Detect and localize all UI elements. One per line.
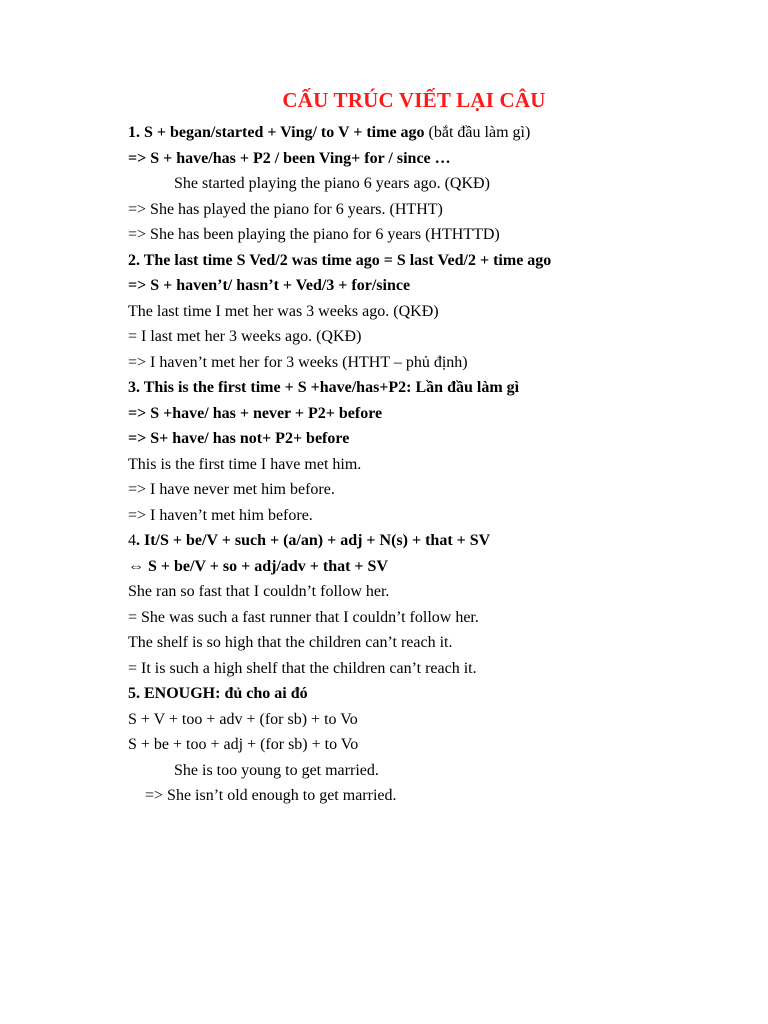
rule-1-example: She started playing the piano 6 years ago. (QKĐ) (174, 175, 490, 192)
rule-4-number: 4 (128, 532, 136, 549)
rule-1-transform: => S + have/has + P2 / been Ving+ for / since … (128, 149, 451, 167)
rule-5-example-answer: => She isn’t old enough to get married. (145, 787, 397, 804)
rule-2-example: The last time I met her was 3 weeks ago. (QKĐ) (128, 302, 439, 320)
rule-3-example: This is the first time I have met him. (128, 455, 362, 473)
rule-1-heading (128, 120, 688, 146)
rule-1-example-answer-2: => She has been playing the piano for 6 years (HTHTTD) (128, 226, 500, 243)
rule-2-transform: => S + haven’t/ hasn’t + Ved/3 + for/since (128, 277, 411, 294)
rule-3-transform-1: => S +have/ has + never + P2+ before (128, 404, 383, 422)
rule-3-transform-2: => S+ have/ has not+ P2+ before (128, 430, 350, 447)
rule-4-transform: ⇔ S + be/V + so + adj/adv + that + SV (128, 557, 388, 575)
rule-4-example-1: She ran so fast that I couldn’t follow her. (128, 583, 390, 600)
rule-4-example-2: The shelf is so high that the children can’t reach it. (128, 634, 453, 651)
page-title: CẤU TRÚC VIẾT LẠI CÂU (282, 88, 546, 112)
rule-1-meaning: (bắt đầu làm gì) (424, 124, 531, 141)
rule-4-heading (128, 528, 688, 554)
rule-3-example-answer-2: => I haven’t met him before. (128, 506, 313, 524)
rule-3-example-answer-1: => I have never met him before. (128, 481, 335, 498)
rule-2-heading: 2. The last time S Ved/2 was time ago = S last Ved/2 + time ago (128, 251, 552, 269)
rule-5-example: She is too young to get married. (174, 761, 379, 779)
rule-5-heading: 5. ENOUGH: đủ cho ai đó (128, 685, 308, 702)
rule-4-example-2-answer: = It is such a high shelf that the children can’t reach it. (128, 659, 477, 677)
rule-4-formula: . It/S + be/V + such + (a/an) + adj + N(s) + that + SV (136, 532, 491, 549)
rule-2-example-answer-2: => I haven’t met her for 3 weeks (HTHT – phủ định) (128, 353, 468, 371)
rule-1-formula: 1. S + began/started + Ving/ to V + time ago (128, 124, 425, 141)
rule-4-example-1-answer: = She was such a fast runner that I couldn’t follow her. (128, 608, 479, 626)
rule-5-formula-2: S + be + too + adj + (for sb) + to Vo (128, 736, 359, 753)
document-body (128, 120, 688, 809)
rule-3-heading: 3. This is the first time + S +have/has+P2: Lần đầu làm gì (128, 379, 520, 396)
rule-5-formula-1: S + V + too + adv + (for sb) + to Vo (128, 710, 358, 728)
rule-1-example-answer-1: => She has played the piano for 6 years. (HTHT) (128, 200, 443, 218)
rule-2-example-answer-1: = I last met her 3 weeks ago. (QKĐ) (128, 328, 362, 345)
